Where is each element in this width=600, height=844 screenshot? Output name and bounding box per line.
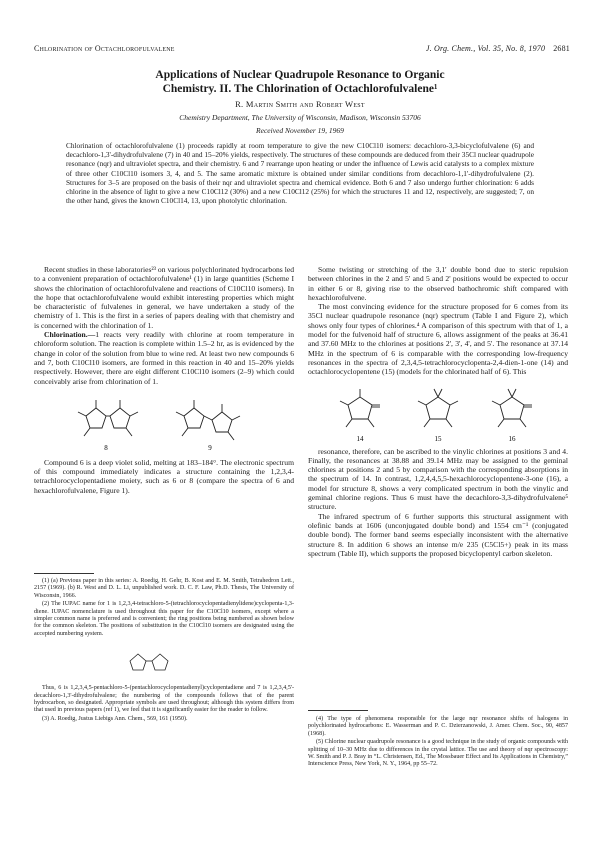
footnote-rule-right	[308, 710, 368, 711]
footnote-4: (4) The type of phenomena responsible for the large nqr resonance shifts of halogens in polychlorinated hydrocarbons: E. Wasserman and P. C. Dzierzanowski, J. Amer. Chem. Soc., 90, 4857 (1968).	[308, 716, 568, 737]
footnote-3: (3) A. Roedig, Justus Liebigs Ann. Chem., 569, 161 (1950).	[42, 715, 188, 722]
running-header-journal	[426, 44, 570, 53]
structure-15-label: 15	[434, 434, 442, 443]
journal-citation: J. Org. Chem., Vol. 35, No. 8, 1970	[425, 44, 546, 53]
skeleton-drawing	[34, 639, 294, 685]
authors: R. Martin Smith and Robert West	[235, 99, 365, 109]
article-title-line-2: Chemistry. II. The Chlorination of Octachlorofulvalene¹	[162, 83, 438, 95]
twisting-paragraph: Some twisting or stretching of the 3,1' double bond due to steric repulsion between chlorines in the 2 and 5' and 5 and 2' positions would be expected to occur in either 6 or 8, giving rise to the observed bathochromic shift compared with hexachlorofulvene.	[308, 265, 568, 302]
infrared-paragraph: The infrared spectrum of 6 further supports this structural assignment with olefinic bands at 1606 (unconjugated double bond) and 1554 cm⁻¹ (conjugated double bond). The former band seems especially inconsistent with the alternative structure 8. In addition 6 shows an intense m/e 235 (C5Cl5+) peak in its mass spectrum (Table II), which supports the proposed bicyclopentyl carbon skeleton.	[308, 511, 568, 558]
structure-14-label: 14	[356, 434, 364, 443]
page-number: 2681	[553, 44, 570, 53]
chlorination-text: 1 reacts very readily with chlorine at room temperature in chloroform solution. The reaction is complete within 1.5–2 hr, as is evidenced by the change in color of the solution from blue to wine red. At least two new compounds 6 and 7, both C10Cl10 isomers, are formed in this reaction in 40 and 15–20% yields respectively. However, there are eight different C10Cl10 isomers (2–9) which could conceivably arise from chlorination of 1.	[34, 330, 294, 386]
structures-14-16-drawing	[308, 377, 568, 447]
affiliation: Chemistry Department, The University of Wisconsin, Madison, Wisconsin 53706	[179, 113, 421, 122]
compound-6-paragraph: Compound 6 is a deep violet solid, melting at 183–184°. The electronic spectrum of this compound immediately indicates a structure containing the 1,2,3,4-tetrachlorocyclopentadiene moiety, such as 6 or 8 (compare the spectra of 6 and hexachlorofulvalene, Figure 1).	[34, 457, 294, 495]
received-date: Received November 19, 1969	[256, 126, 344, 135]
structure-15-ring	[426, 397, 450, 419]
footnote-5: (5) Chlorine nuclear quadrupole resonance is a good technique in the study of organic compounds with splitting of 10–30 MHz due to differences in the crystal lattice. The use and theory of nqr spectroscopy: W. Smith and P. J. Bray in “L. Christensen, Ed., The Mossbauer Effect and Its Applications in Chemistry,” Interscience Press, New York, N. Y., 1964, pp 55–72.	[308, 739, 568, 768]
structure-14-ring	[348, 397, 372, 419]
chlorination-heading: Chlorination.—	[44, 330, 96, 340]
structure-9-ring-a	[184, 408, 204, 428]
structure-9-ring-b	[212, 412, 232, 432]
structure-9-label: 9	[208, 443, 212, 452]
footnote-rule-left	[34, 573, 94, 574]
structure-8-ring-a	[86, 408, 106, 428]
article-title-line-1: Applications of Nuclear Quadrupole Resonance to Organic	[155, 69, 445, 81]
intro-paragraph: Recent studies in these laboratories²³ on various polychlorinated hydrocarbons led to a convenient preparation of octachlorofulvalene¹ (1) in large quantities (Scheme I shows the chlorination of octachlorofulvalene and reactions of C10Cl10 isomers). In the hope that octachlorofulvalene would exhibit interesting properties which might be characteristic of fulvalenes in general, we have undertaken a study of the chemistry of 1. This is the first in a series of papers dealing with that chemistry and is concerned with the chlorination of 1.	[34, 265, 294, 330]
structure-8-label: 8	[104, 443, 108, 452]
right-column	[308, 265, 568, 558]
resonance-assignment-paragraph: resonance, therefore, can be ascribed to the vinylic chlorines at positions 3 and 4. Finally, the resonances at 38.88 and 39.14 MHz may be assigned to the geminal chlorines at positions 2 and 5 by comparison with the corresponding absorptions in the spectrum of 14. In contrast, 1,2,4,4,5,5-hexachlorocyclopentene-3-one (16), a model for structure 8, shows a very complicated spectrum in both the vinylic and geminal chlorine regions. Thus 6 must have the decachloro-3,3-dihydrofulvalene⁵ structure.	[308, 446, 568, 512]
chlorination-paragraph	[34, 330, 294, 386]
nqr-evidence-paragraph: The most convincing evidence for the structure proposed for 6 comes from its 35Cl nuclear quadrupole resonance (nqr) spectrum (Table I and Figure 2), which shows only four types of chlorines.⁴ A comparison of this spectrum with that of 1, a model for the fulvenoid half of structure 6, allows assignment of the peaks at 36.41 and 37.60 MHz to the chlorines at positions 2', 3', 4', and 5'. The resonance at 37.14 MHz in the spectrum of 6 is comparable with the corresponding low-frequency resonances in the spectra of 2,3,4,5-tetrachlorocyclopenta-2,4-dien-1-one (14) and octachlorocyclopentene (15) (models for the chlorinated half of 6). This	[308, 302, 568, 377]
structure-16-ring	[500, 397, 524, 419]
footnote-2-continued: Thus, 6 is 1,2,3,4,5-pentachloro-5-(pentachlorocyclopentadienyl)cyclopentadiene and 7 is 1,2,3,4,5'-decachloro-1,3'-dihydrofulvalene; the numbering of the compounds follows that of the parent hydrocarbon, so designated. Appropriate symbols are used throughout; although this system differs from that used in previous papers (ref 1), we feel that it is significantly easier for the reader to follow.	[34, 685, 294, 714]
structures-8-9-drawing	[34, 386, 294, 458]
skeleton-figure	[34, 639, 294, 685]
running-header-title: Chlorination of Octachlorofulvalene	[34, 44, 175, 53]
structures-8-9-figure	[34, 386, 294, 458]
structure-16-label: 16	[508, 434, 516, 443]
structures-14-16-figure	[308, 377, 568, 447]
footnotes-left	[34, 578, 294, 724]
structure-8-ring-b	[110, 408, 130, 428]
left-column	[34, 265, 294, 495]
footnote-1: (1) (a) Previous paper in this series: A. Roedig, H. Gehr, B. Kost and E. M. Smith, Tetrahedron Lett., 2157 (1969). (b) R. West and D. L. Li, unpublished work. D. C. F. Law, Ph.D. Thesis, The University of Wisconsin, 1966.	[34, 578, 294, 599]
abstract: Chlorination of octachlorofulvalene (1) proceeds rapidly at room temperature to give the new C10Cl10 isomers: decachloro-3,3-bicyclofulvalene (6) and decachloro-1,3'-dihydrofulvalene (7) in 40 and 15–20% yields, respectively. The structures of these compounds are deduced from their 35Cl nuclear quadrupole resonance (nqr) and ultraviolet spectra, and their chemistry. 6 and 7 rearrange upon heating or under the influence of Lewis acid catalysts to a complex mixture of three other C10Cl10 isomers 3, 4, and 5. The same aromatic mixture is obtained under similar conditions from decachloro-1,1'-dihydrofulvalene (2). Structures for 3–5 are proposed on the basis of their nqr and ultraviolet spectra and chemical evidence. Both 6 and 7 also undergo further chlorination: 6 adds chlorine in the absence of light to give a new C10Cl12 (30%) and a new C10Cl12 (25%) for which the structures 11 and 12, respectively, are suggested; 7, on the other hand, gives the known C10Cl14, 13, upon photolytic chlorination.	[66, 141, 534, 206]
article-title	[60, 68, 540, 96]
footnotes-right	[308, 716, 568, 770]
footnote-2: (2) The IUPAC name for 1 is 1,2,3,4-tetrachloro-5-(tetrachlorocyclopentadienylidene)cyclopenta-1,3-diene. IUPAC nomenclature is used throughout this paper for the C10Cl10 isomers, except where a simpler common name is preferred and is convenient; the ring positions being numbered as shown below for the common skeleton. The positions of substitution in the C10Cl10 isomers are designated using the accepted numbering system.	[34, 601, 294, 637]
